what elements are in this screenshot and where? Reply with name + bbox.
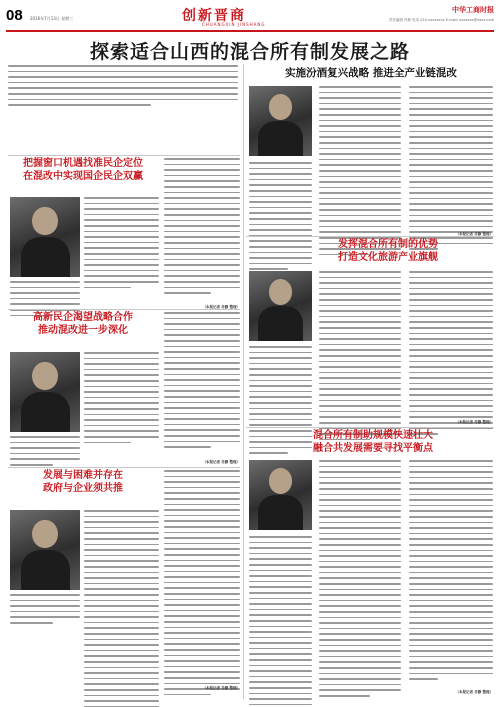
portrait-photo: [10, 197, 80, 277]
article-headline: 把握窗口机遇找准民企定位 在混改中实现国企民企双赢: [23, 158, 143, 182]
article-body: [409, 460, 493, 684]
article-headline: 发展与困难并存在 政府与企业须共推: [43, 470, 123, 494]
article-signature: （本报记者 肖静 整理）: [202, 686, 240, 690]
portrait-photo: [10, 352, 80, 432]
article-headline: 高新民企渴望战略合作 推动混改进一步深化: [33, 312, 133, 336]
editor-contact: 责任编辑 肖静 电话 010-xxxxxxxx E-mail: xxxxxxx@xxxx.com: [388, 18, 494, 22]
section-divider: [8, 155, 240, 156]
article-signature: （本报记者 肖静 整理）: [202, 460, 240, 464]
article-signature: （本报记者 肖静 整理）: [455, 232, 493, 236]
article-body: [164, 158, 240, 298]
page-title: 探索适合山西的混合所有制发展之路: [89, 41, 410, 63]
article-signature: （本报记者 肖静 整理）: [455, 690, 493, 694]
article-body: [409, 86, 493, 254]
column-divider: [243, 64, 244, 699]
article-body: [319, 271, 401, 444]
portrait-photo: [249, 460, 312, 530]
article-body: [319, 460, 401, 701]
intro-text: [8, 65, 238, 110]
page-number: 08: [6, 7, 23, 24]
section-subtitle: CHUANGXIN JINSHANG: [202, 22, 266, 27]
article-body: [84, 352, 159, 447]
article-body: [164, 470, 240, 699]
section-divider: [246, 427, 494, 428]
article-body: [319, 86, 401, 259]
article-headline: 混合所有制助规模快速壮大 融合共发展需要寻找平衡点: [313, 430, 433, 454]
article-body: [409, 271, 493, 439]
masthead-right: [334, 5, 494, 23]
photo-caption: [10, 436, 80, 470]
section-divider: [246, 236, 494, 237]
section-divider: [8, 467, 240, 468]
article-body: [84, 510, 159, 707]
masthead-rule: [6, 30, 494, 32]
article-signature: （本报记者 肖静 整理）: [455, 420, 493, 424]
article-signature: （本报记者 肖静 整理）: [202, 305, 240, 309]
article-headline: 发挥混合所有制的优势 打造文化旅游产业旗舰: [338, 239, 438, 263]
section-name: 创新晋商: [182, 8, 246, 24]
photo-caption: [10, 594, 80, 628]
masthead: [6, 5, 494, 29]
article-body: [84, 197, 159, 292]
portrait-photo: [10, 510, 80, 590]
article-body: [249, 536, 312, 707]
article-headline: 实施汾酒复兴战略 推进全产业链混改: [285, 67, 457, 79]
portrait-photo: [249, 271, 312, 341]
issue-date: 2016年7月13日 星期三: [30, 16, 74, 21]
section-divider: [8, 309, 240, 310]
newspaper-brand: 中华工商时报: [452, 5, 494, 14]
portrait-photo: [249, 86, 312, 156]
article-body: [164, 312, 240, 452]
